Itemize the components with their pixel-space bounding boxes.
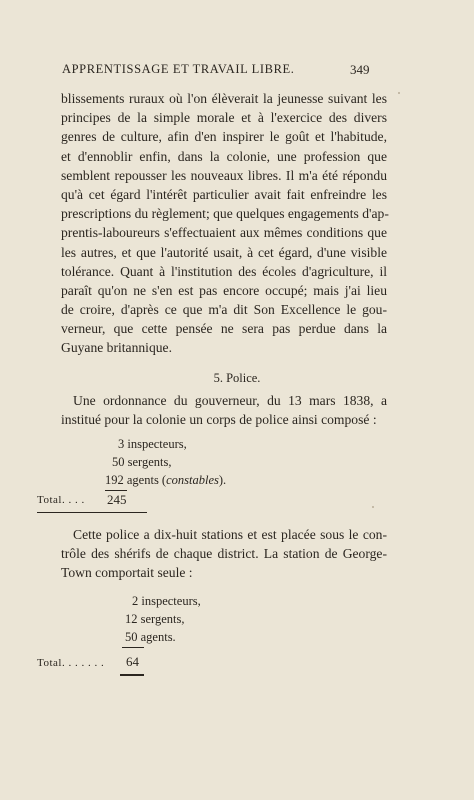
- text-line: tolérance. Quant à l'institution des écoles d'agriculture, il: [61, 263, 387, 279]
- item-label-italic: constables: [166, 473, 219, 487]
- section-heading: 5. Police.: [213, 371, 261, 385]
- item-quantity: 2: [132, 594, 139, 608]
- item-quantity: 50: [125, 630, 138, 644]
- text-line: verneur, que cette pensée ne sera pas perdue dans la: [61, 321, 387, 337]
- paragraph-1: [61, 89, 387, 358]
- text-line: Guyane britannique.: [61, 340, 172, 356]
- running-title: APPRENTISSAGE ET TRAVAIL LIBRE.: [62, 62, 295, 76]
- text-line: Town comportait seule :: [61, 565, 193, 581]
- item-label: inspecteurs,: [127, 437, 187, 451]
- text-line: trôle des shérifs de chaque district. La station de George-: [61, 546, 387, 562]
- list-item: [105, 473, 226, 488]
- text-line: semblent repousser les nouveaux libres. Il m'a été répondu: [61, 167, 387, 183]
- paper-speck: [372, 506, 374, 508]
- end-rule: [120, 674, 144, 676]
- text-line: de croire, d'après ce que m'a dit Son Excellence le gou-: [61, 302, 387, 318]
- list-item: [112, 455, 172, 470]
- total-label: Total. . . .: [37, 494, 85, 506]
- text-line: blissements ruraux où l'on élèverait la jeunesse suivant les: [61, 91, 387, 106]
- item-quantity: 3: [118, 437, 125, 451]
- text-line: prentis-laboureurs s'effectuaient aux mêmes conditions que: [61, 225, 387, 241]
- paper-speck: [398, 92, 400, 94]
- paragraph-2: [61, 391, 387, 429]
- item-label: sergents,: [127, 455, 172, 469]
- item-label: sergents,: [140, 612, 185, 626]
- total-label: Total. . . . . . .: [37, 657, 105, 669]
- total-value: 245: [107, 492, 127, 507]
- item-quantity: 192: [105, 473, 124, 487]
- item-label: agents (: [126, 473, 167, 487]
- sum-rule: [105, 490, 127, 491]
- text-line: principes de la simple morale et à l'exercice des divers: [61, 110, 387, 126]
- list-item: [125, 630, 176, 645]
- sum-rule: [122, 647, 144, 648]
- text-line: et d'ennoblir enfin, dans la colonie, une profession que: [61, 148, 387, 164]
- item-quantity: 12: [125, 612, 138, 626]
- item-quantity: 50: [112, 455, 125, 469]
- text-line: paraît qu'on ne s'en est pas encore occupé; mais j'ai lieu: [61, 282, 387, 298]
- item-label: inspecteurs,: [141, 594, 201, 608]
- item-label: agents.: [140, 630, 176, 644]
- item-label-suffix: ).: [218, 473, 227, 487]
- page-number: 349: [350, 62, 370, 77]
- list-item: [132, 594, 201, 609]
- text-line: prescriptions du règlement; que quelques engagements d'ap-: [61, 206, 389, 222]
- total-value: 64: [126, 654, 139, 669]
- text-line: les autres, et que l'autorité usait, à cet égard, d'une visible: [61, 244, 387, 260]
- separator-rule: [37, 512, 147, 513]
- text-line: genres de culture, afin d'en inspirer le goût et l'habitude,: [61, 129, 387, 145]
- list-item: [118, 437, 187, 452]
- text-line: Une ordonnance du gouverneur, du 13 mars 1838, a: [73, 393, 387, 408]
- text-line: institué pour la colonie un corps de police ainsi composé :: [61, 412, 377, 428]
- list-item: [125, 612, 185, 627]
- text-line: qu'à cet égard l'intérêt particulier avait fait enfreindre les: [61, 186, 387, 202]
- paragraph-3: [61, 525, 387, 583]
- text-line: Cette police a dix-huit stations et est placée sous le con-: [73, 527, 387, 542]
